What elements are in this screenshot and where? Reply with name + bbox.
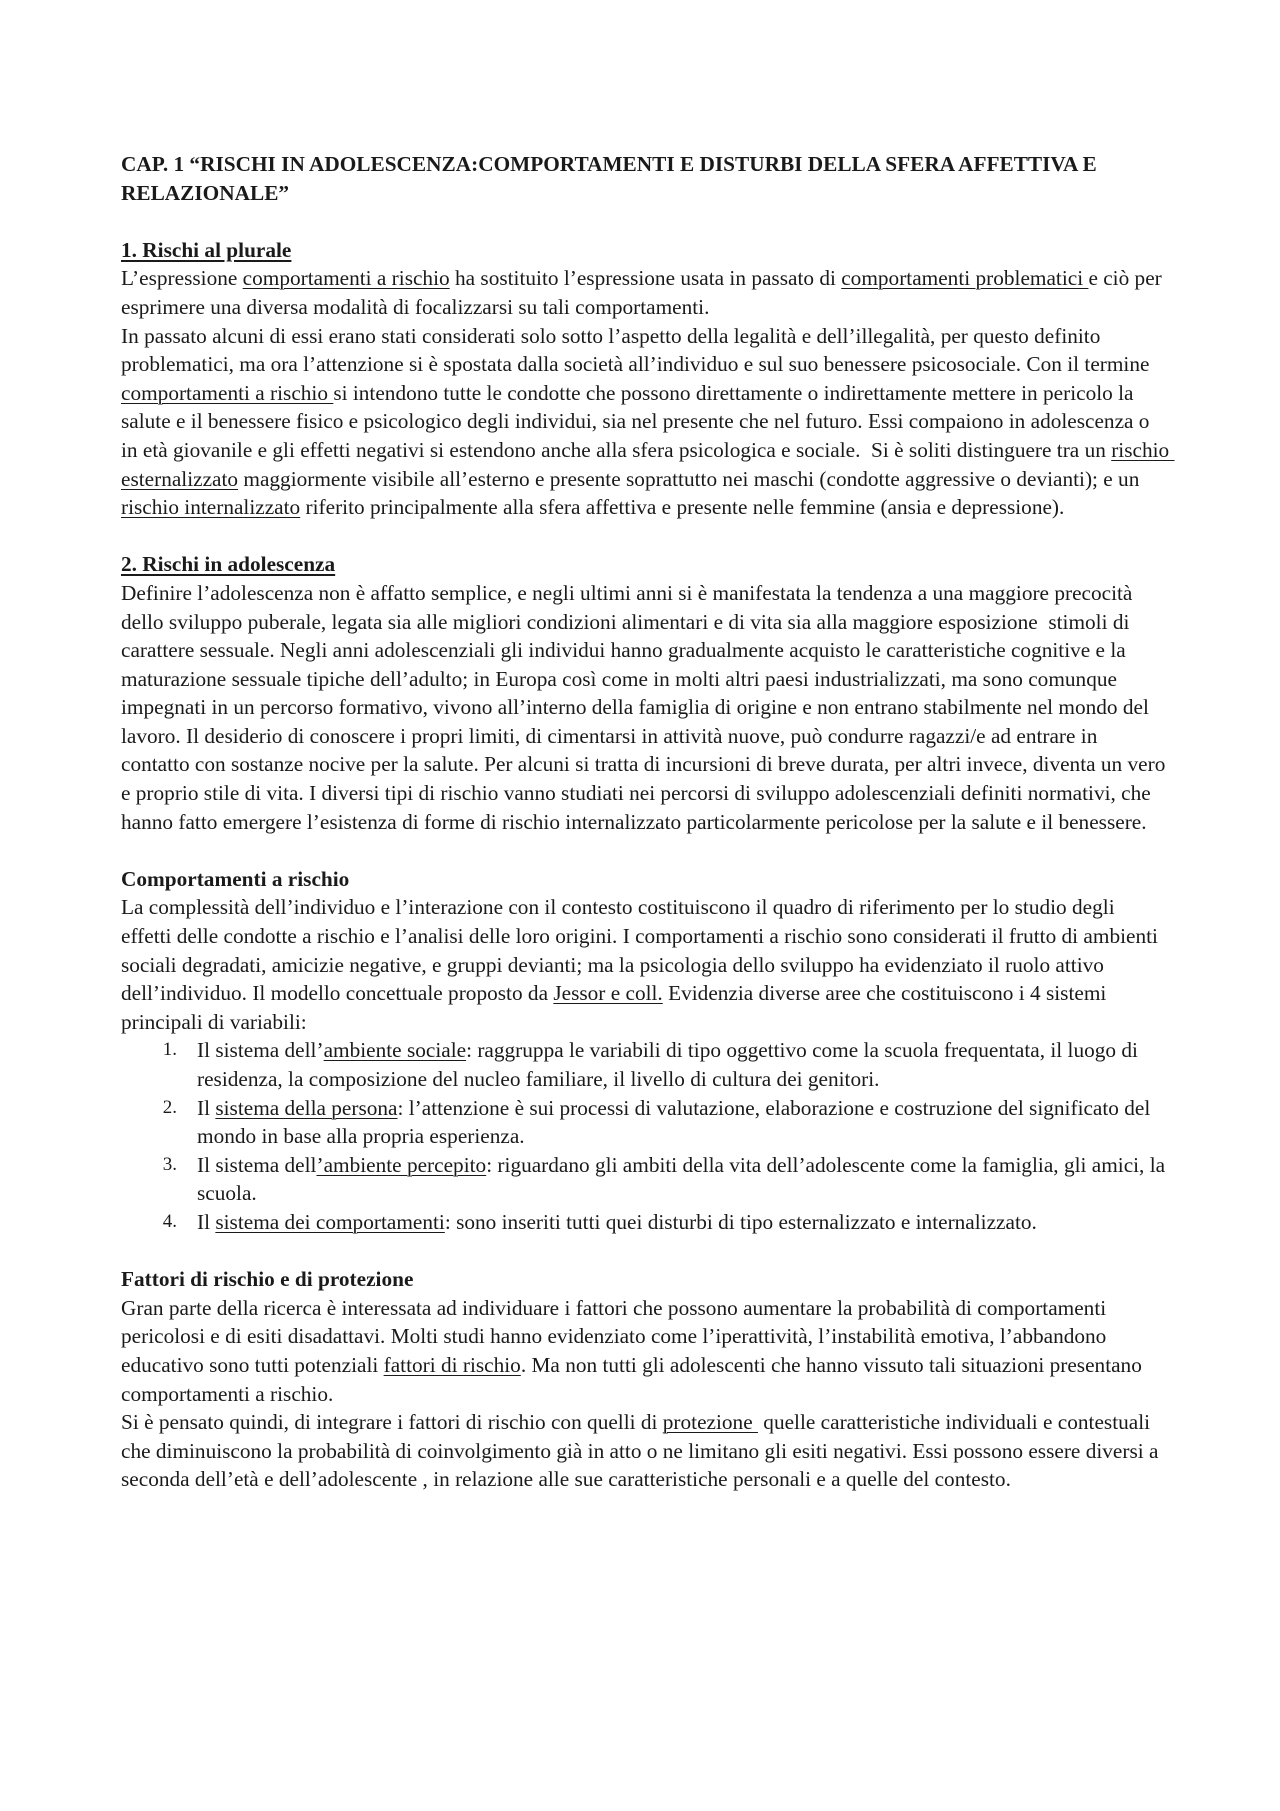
text-run: Definire l’adolescenza non è affatto semplice, e negli ultimi anni si è manifestata la tendenza a una maggiore precocità dello sviluppo puberale, legata sia alle migliori condizioni alimentari e di vita sia alla maggiore esposizione stimoli di carattere sessuale. Negli anni adolescenziali gli individui hanno gradualmente acquisto le caratteristiche cognitive e la maturazione sessuale tipiche dell’adulto; in Europa così come in molti altri paesi industrializzati, ma sono comunque impegnati in un percorso formativo, vivono all’interno della famiglia di origine e non entrano stabilmente nel mondo del lavoro. Il desiderio di conoscere i propri limiti, di cimentarsi in attività nuove, può condurre ragazzi/e ad entrare in contatto con sostanze nocive per la salute. Per alcuni si tratta di incursioni di breve durata, per altri invece, diventa un vero e proprio stile di vita. I diversi tipi di rischio vanno studiati nei percorsi di sviluppo adolescenziali definiti normativi, che hanno fatto emergere l’esistenza di forme di rischio internalizzato particolarmente pericolose per la salute e il benessere. (121, 580, 1171, 834)
text-run: La complessità dell’individuo e l’interazione con il contesto costituiscono il quadro di riferimento per lo studio degli effetti delle condotte a rischio e l’analisi delle loro origini. I comportamenti a rischio sono considerati il frutto di ambienti sociali degradati, amicizie negative, e gruppi devianti; ma la psicologia dello sviluppo ha evidenziato il ruolo attivo dell’individuo. Il modello concettuale proposto da (121, 895, 1164, 1006)
section-heading: 1. Rischi al plurale (121, 237, 292, 262)
text-run: Gran parte della ricerca è interessata ad individuare i fattori che possono aumentare la probabilità di comportamenti pericolosi e di esiti disadattavi. Molti studi hanno evidenziato come l’iperattività, l’instabilità emotiva, l’abbandono educativo sono tutti potenziali (121, 1295, 1112, 1377)
text-run: Il sistema dell’ (197, 1038, 324, 1063)
text-run: Il (197, 1095, 216, 1120)
underlined-term: comportamenti a rischio (121, 380, 334, 405)
text-run: riferito principalmente alla sfera affettiva e presente nelle femmine (ansia e depressione). (300, 495, 1065, 520)
numbered-list (121, 1036, 1170, 1236)
text-run: Il sistema dell (197, 1152, 317, 1177)
list-item (121, 1094, 1170, 1151)
list-item-number: 2. (162, 1096, 177, 1118)
text-run: quelle caratteristiche individuali e contestuali che diminuiscono la probabilità di coinvolgimento già in atto o ne limitano gli esiti negativi. Essi possono essere diversi a seconda dell’età e dell’adolescente , in relazione alle sue caratteristiche personali e a quelle del contesto. (121, 1410, 1164, 1492)
underlined-term: Jessor e coll. (553, 981, 663, 1006)
text-run: : sono inseriti tutti quei disturbi di tipo esternalizzato e internalizzato. (444, 1209, 1037, 1234)
underlined-term: comportamenti a rischio (242, 266, 450, 291)
list-item-number: 4. (162, 1210, 177, 1232)
text-run: ha sostituito l’espressione usata in passato di (449, 266, 842, 291)
section-heading: Fattori di rischio e di protezione (121, 1267, 414, 1292)
paragraph (121, 322, 1175, 522)
section-heading: 2. Rischi in adolescenza (121, 552, 336, 577)
text-run: Evidenzia diverse aree che costituiscono i 4 sistemi principali di variabili: (121, 981, 1112, 1034)
list-item-text (197, 1094, 1170, 1151)
text-run: : raggruppa le variabili di tipo oggettivo come la scuola frequentata, il luogo di residenza, la composizione del nucleo familiare, il livello di cultura dei genitori. (197, 1038, 1138, 1091)
list-item-text (197, 1151, 1170, 1208)
list-item (121, 1036, 1170, 1093)
list-item-text (197, 1208, 1170, 1237)
section-heading: Comportamenti a rischio (121, 866, 350, 891)
text-run: Il (197, 1209, 216, 1234)
underlined-term: fattori di rischio (383, 1352, 521, 1377)
paragraph (121, 1294, 1170, 1408)
text-run: L’espressione (121, 266, 243, 291)
section (121, 865, 1170, 1237)
text-run: maggiormente visibile all’esterno e presente soprattutto nei maschi (condotte aggressive o devianti); e un (238, 466, 1145, 491)
section (121, 236, 1175, 522)
text-run: si intendono tutte le condotte che possono direttamente o indirettamente mettere in pericolo la salute e il benessere fisico e psicologico degli individui, sia nel presente che nel futuro. Essi compaiono in adolescenza o in età giovanile e gli effetti negativi si estendono anche alla sfera psicologica e sociale. Si è soliti distinguere tra un (121, 380, 1155, 462)
list-item (121, 1208, 1170, 1237)
section (121, 1265, 1170, 1494)
text-run: In passato alcuni di essi erano stati considerati solo sotto l’aspetto della legalità e dell’illegalità, per questo definito problematici, ma ora l’attenzione si è spostata dalla società all’individuo e sul suo benessere psicosociale. Con il termine (121, 323, 1155, 377)
list-item-number: 1. (162, 1039, 177, 1061)
list-item-number: 3. (162, 1153, 177, 1175)
underlined-term: ambiente sociale (323, 1038, 467, 1063)
document-body (121, 236, 1175, 1494)
paragraph (121, 579, 1170, 836)
underlined-term: sistema della persona (215, 1095, 398, 1120)
section (121, 550, 1170, 836)
text-run: e ciò per esprimere una diversa modalità di focalizzarsi su tali comportamenti. (121, 266, 1168, 319)
underlined-term: sistema dei comportamenti (215, 1209, 445, 1234)
paragraph (121, 264, 1170, 321)
text-run: : l’attenzione è sui processi di valutazione, elaborazione e costruzione del significato del mondo in base alla propria esperienza. (197, 1095, 1151, 1149)
underlined-term: comportamenti problematici (841, 266, 1089, 291)
document-title: CAP. 1 “RISCHI IN ADOLESCENZA:COMPORTAMENTI E DISTURBI DELLA SFERA AFFETTIVA E RELAZIONALE” (121, 152, 1097, 205)
underlined-term: rischio internalizzato (121, 495, 301, 520)
list-item (121, 1151, 1170, 1208)
underlined-term: ’ambiente percepito (316, 1152, 487, 1177)
list-item-text (197, 1036, 1170, 1093)
text-run: Si è pensato quindi, di integrare i fattori di rischio con quelli di (121, 1410, 663, 1435)
paragraph (121, 1408, 1170, 1494)
text-run: . Ma non tutti gli adolescenti che hanno vissuto tali situazioni presentano comportamenti a rischio. (121, 1352, 1148, 1406)
text-run: : riguardano gli ambiti della vita dell’adolescente come la famiglia, gli amici, la scuola. (197, 1152, 1166, 1206)
paragraph (121, 893, 1170, 1036)
underlined-term: protezione (662, 1410, 758, 1435)
underlined-term: rischio esternalizzato (121, 437, 1175, 491)
